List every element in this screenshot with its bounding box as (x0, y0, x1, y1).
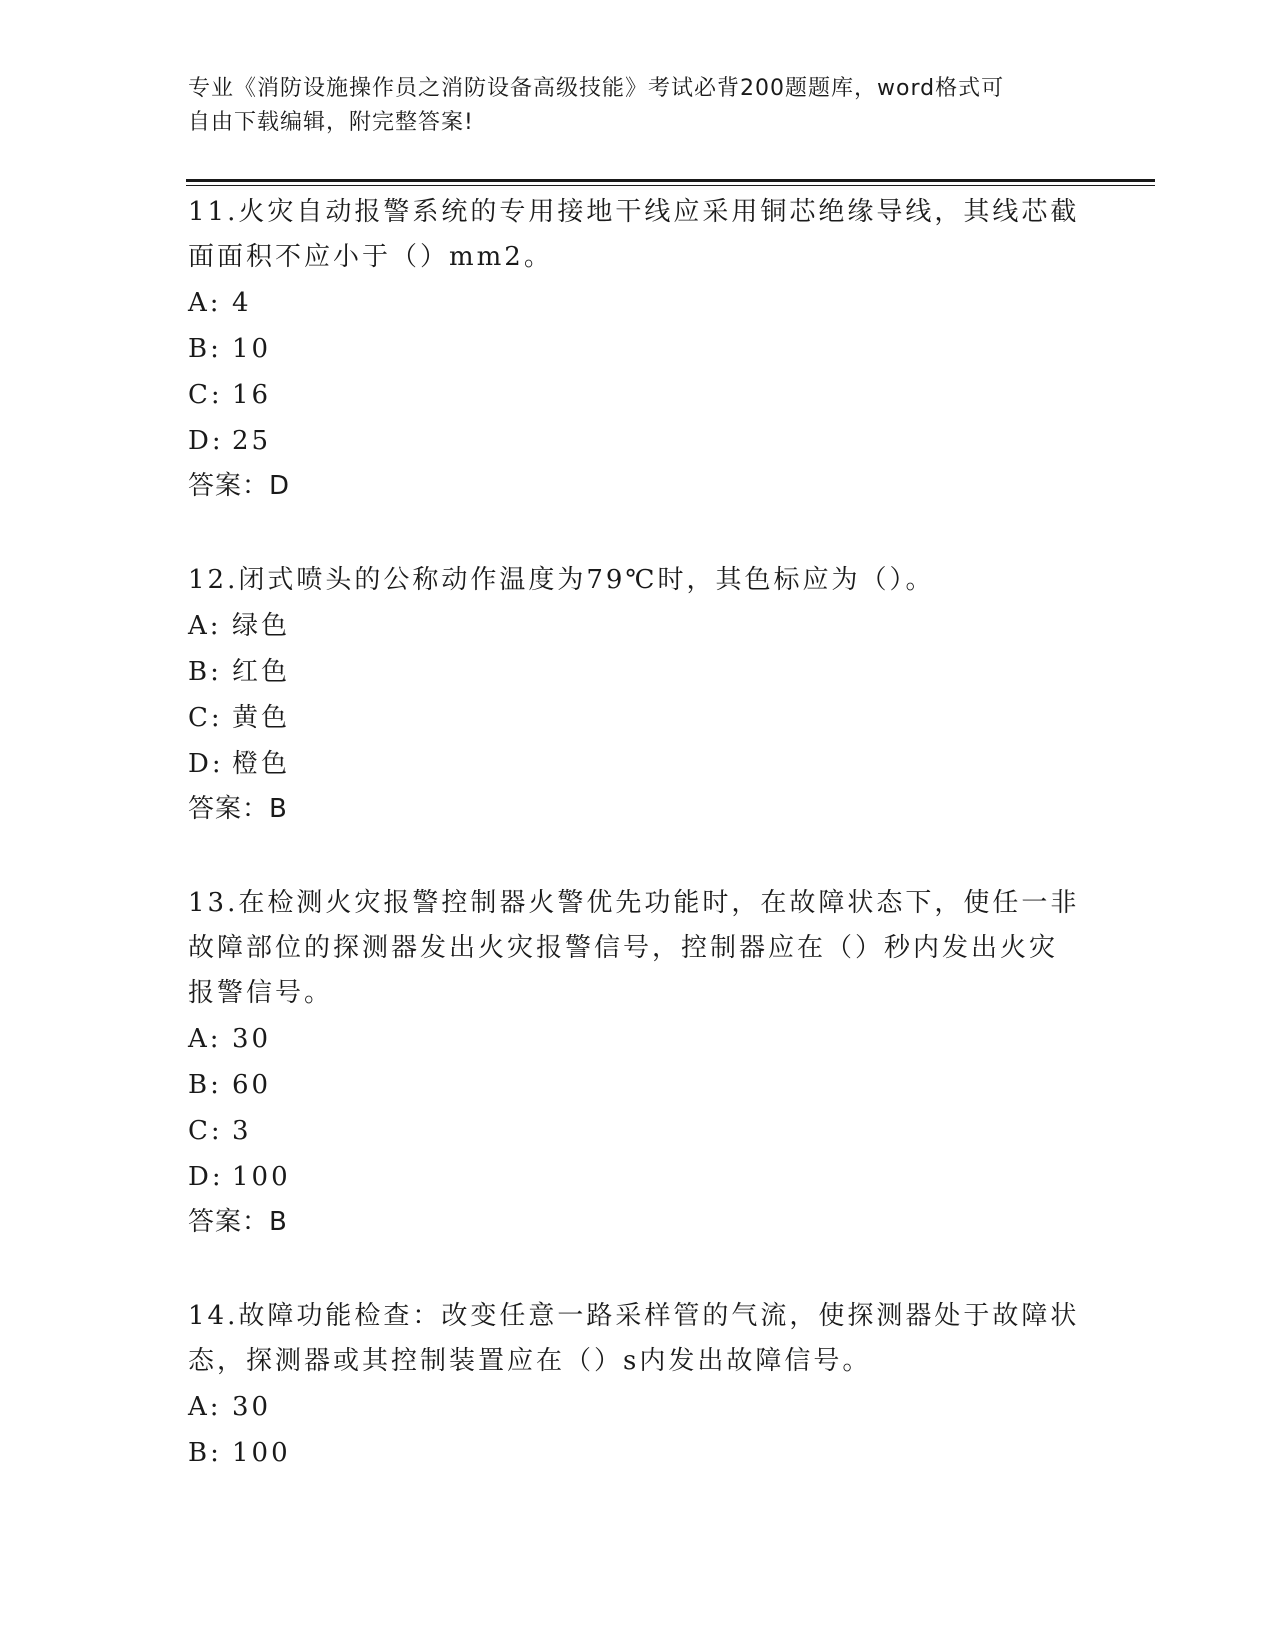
option-key: C: (188, 380, 223, 410)
stem-line: 11.火灾自动报警系统的专用接地干线应采用铜芯绝缘导线，其线芯截 (188, 197, 1080, 227)
option-c (188, 1108, 1088, 1154)
stem-line: 态，探测器或其控制装置应在（）s内发出故障信号。 (188, 1346, 872, 1376)
option-key: D: (188, 749, 224, 779)
stem-line: 面面积不应小于（）mm2。 (188, 242, 553, 272)
question-stem (188, 1292, 1088, 1384)
header-divider-thin (186, 185, 1155, 186)
option-text: 30 (232, 1024, 272, 1054)
document-header (188, 72, 1068, 140)
option-b (188, 326, 1088, 372)
option-text: 橙色 (232, 749, 291, 779)
option-a (188, 280, 1088, 326)
option-text: 3 (232, 1116, 252, 1146)
option-key: B: (188, 334, 222, 364)
option-text: 100 (232, 1162, 291, 1192)
option-key: B: (188, 1070, 222, 1100)
option-d (188, 418, 1088, 464)
option-key: A: (188, 1024, 222, 1054)
question-14 (188, 1292, 1088, 1476)
option-text: 25 (232, 426, 272, 456)
option-key: B: (188, 657, 222, 687)
stem-line: 14.故障功能检查：改变任意一路采样管的气流，使探测器处于故障状 (188, 1301, 1080, 1331)
option-c (188, 372, 1088, 418)
option-d (188, 1154, 1088, 1200)
option-text: 4 (232, 288, 252, 318)
option-key: C: (188, 703, 223, 733)
question-11 (188, 188, 1088, 508)
option-key: B: (188, 1438, 222, 1468)
header-divider-thick (186, 179, 1155, 182)
option-text: 30 (232, 1392, 272, 1422)
stem-line: 12.闭式喷头的公称动作温度为79℃时，其色标应为（）。 (188, 565, 935, 595)
option-text: 10 (232, 334, 272, 364)
question-12 (188, 556, 1088, 831)
option-b (188, 1430, 1088, 1476)
option-text: 60 (232, 1070, 272, 1100)
option-b (188, 649, 1088, 695)
option-text: 100 (232, 1438, 291, 1468)
option-key: C: (188, 1116, 223, 1146)
option-d (188, 741, 1088, 787)
question-stem (188, 556, 1088, 603)
question-list (188, 188, 1088, 1524)
option-key: A: (188, 288, 222, 318)
question-stem (188, 188, 1088, 280)
option-key: A: (188, 1392, 222, 1422)
option-b (188, 1062, 1088, 1108)
stem-line: 13.在检测火灾报警控制器火警优先功能时，在故障状态下，使任一非 (188, 888, 1080, 918)
stem-line: 报警信号。 (188, 978, 334, 1008)
option-key: D: (188, 1162, 224, 1192)
option-text: 绿色 (232, 611, 291, 641)
option-a (188, 1016, 1088, 1062)
option-key: D: (188, 426, 224, 456)
option-text: 黄色 (232, 703, 291, 733)
question-stem (188, 879, 1088, 1016)
option-a (188, 1384, 1088, 1430)
header-line-1: 专业《消防设施操作员之消防设备高级技能》考试必背200题题库，word格式可 (188, 76, 1005, 101)
header-line-2: 自由下载编辑，附完整答案! (188, 110, 474, 135)
answer-line: 答案：B (188, 794, 288, 824)
option-key: A: (188, 611, 222, 641)
option-text: 红色 (232, 657, 291, 687)
answer-line: 答案：B (188, 1207, 288, 1237)
option-a (188, 603, 1088, 649)
option-c (188, 695, 1088, 741)
answer-line: 答案：D (188, 471, 291, 501)
stem-line: 故障部位的探测器发出火灾报警信号，控制器应在（）秒内发出火灾 (188, 933, 1059, 963)
question-13 (188, 879, 1088, 1244)
option-text: 16 (232, 380, 272, 410)
